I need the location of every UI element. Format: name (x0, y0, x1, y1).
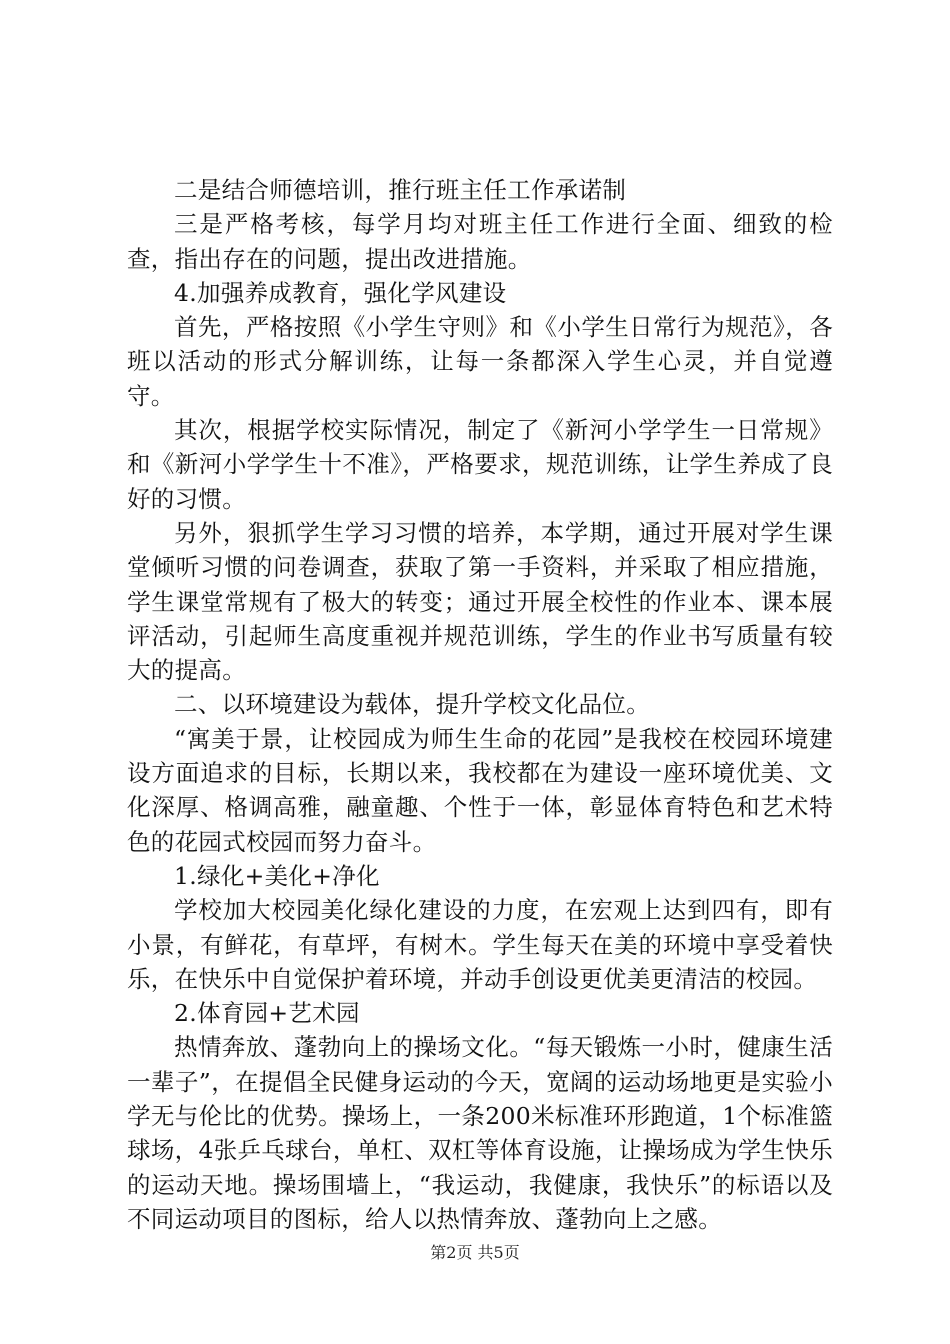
page-number-footer: 第2页 共5页 (430, 1243, 520, 1262)
paragraph-2: 三是严格考核，每学月均对班主任工作进行全面、细致的检查，指出存在的问题，提出改进措施。 (127, 210, 833, 273)
paragraph-6: “寓美于景，让校园成为师生生命的花园”是我校在校园环境建设方面追求的目标，长期以来，我校都在为建设一座环境优美、文化深厚、格调高雅，融童趣、个性于一体，彰显体育特色和艺术特色的花园式校园而努力奋斗。 (127, 724, 833, 856)
paragraph-8: 热情奔放、蓬勃向上的操场文化。“每天锻炼一小时，健康生活一辈子”，在提倡全民健身运动的今天，宽阔的运动场地更是实验小学无与伦比的优势。操场上，一条200米标准环形跑道，1个标准篮球场，4张乒乓球台，单杠、双杠等体育设施，让操场成为学生快乐的运动天地。操场围墙上，“我运动，我健康，我快乐”的标语以及不同运动项目的图标，给人以热情奔放、蓬勃向上之感。 (127, 1033, 833, 1233)
document-body (127, 173, 833, 1236)
subheading-2: 2.体育园+艺术园 (174, 999, 360, 1028)
paragraph-1: 二是结合师德培训，推行班主任工作承诺制 (174, 176, 627, 204)
paragraph-4: 其次，根据学校实际情况，制定了《新河小学学生一日常规》和《新河小学学生十不准》，严格要求，规范训练，让学生养成了良好的习惯。 (127, 416, 833, 513)
paragraph-5: 另外，狠抓学生学习习惯的培养，本学期，通过开展对学生课堂倾听习惯的问卷调查，获取了第一手资料，并采取了相应措施，学生课堂常规有了极大的转变；通过开展全校性的作业本、课本展评活动，引起师生高度重视并规范训练，学生的作业书写质量有较大的提高。 (127, 518, 833, 685)
section-heading-2: 二、以环境建设为载体，提升学校文化品位。 (174, 690, 650, 719)
paragraph-7: 学校加大校园美化绿化建设的力度，在宏观上达到四有，即有小景，有鲜花，有草坪，有树木。学生每天在美的环境中享受着快乐，在快乐中自觉保护着环境，并动手创设更优美更清洁的校园。 (127, 896, 833, 993)
section-heading-4: 4.加强养成教育，强化学风建设 (174, 278, 507, 307)
paragraph-3: 首先，严格按照《小学生守则》和《小学生日常行为规范》，各班以活动的形式分解训练，让每一条都深入学生心灵，并自觉遵守。 (127, 313, 833, 410)
subheading-1: 1.绿化+美化+净化 (174, 861, 380, 890)
